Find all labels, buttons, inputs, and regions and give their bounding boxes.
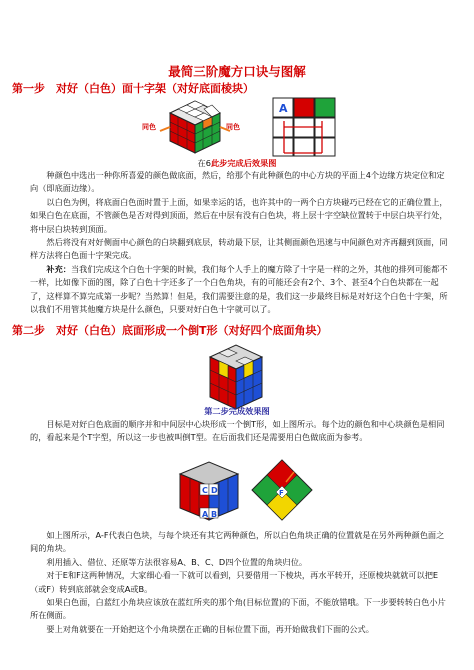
step2-heading: 第二步 对好（白色）底面形成一个倒T形（对好四个底面角块）	[12, 324, 328, 337]
step1-grid-diagram	[272, 97, 336, 157]
same-color-left-label: 同色	[142, 123, 156, 131]
step1-heading: 第一步 对好（白色）面十字架（对好底面棱块）	[12, 82, 254, 95]
step1-supplement: 补充：当我们完成这个白色十字架的时候，我们每个人手上的魔方除了十字是一样的之外，其他的排列可能都不一样，比如像下面的图，除了白色十字还多了一个白色角块，有的可能还会有2个、3个、甚至4个白色块都在一起了，这样算不算完成第一步呢？当然算！但是，我们需要注意的是，我们这一步最终目标是对好这个白色十字架，所以我们不用管其他魔方块是什么颜色，只要对好白色十字就可以了。	[30, 263, 448, 315]
step2-caption: 第二步完成效果图	[204, 406, 270, 416]
page-title: 最简三阶魔方口诀与图解	[168, 64, 306, 79]
step2-lower-paragraph: 如上图所示，A-F代表白色块，与每个块还有其它两种颜色，所以白色角块正确的位置就是在另外两种颜色面之间的角块。	[30, 530, 445, 554]
step2-lower-body	[30, 529, 452, 636]
step2-lower-paragraph: 利用插入、借位、还原等方法很容易A、B、C、D四个位置的角块归位。	[46, 556, 308, 567]
step2-lower-paragraph: 如果白色面，白蓝红小角块应该放在蓝红所夹的那个角(目标位置)的下面，不能放错哦。下一步要转转白色小片所在侧面。	[30, 597, 446, 621]
grid-letter-a: A	[279, 102, 288, 115]
step2-paragraph: 目标是对好白色底面的顺序并和中间层中心块形成一个倒T形，如上图所示。每个边的颜色和中心块颜色是相同的，看起来是个T字型，所以这一步也被叫倒T型。在后面我们还是需要用白色做底面为参考。	[30, 419, 445, 443]
step1-body	[30, 169, 452, 316]
letters-cube-left	[170, 458, 248, 524]
step2-lower-paragraph: 要上对角就要在一开始把这个小角块摆在正确的目标位置下面，再开始做我们下面的公式。	[46, 623, 374, 634]
letter-b: B	[211, 510, 218, 519]
step1-paragraph: 以白色为例，将底面白色面时置于上面，如果幸运的话，也许其中的一两个白方块碰巧已经在它的正确位置上，如果白色在底面，不管颜色是否对得到顶面，然后在中层有没有白色块，将上层十字空缺位置转于中层白块平行处，将中层白块转到顶面。	[30, 196, 448, 234]
letters-cube-right	[250, 458, 314, 524]
letter-d: D	[211, 486, 218, 495]
same-color-right-label: 同色	[226, 123, 240, 131]
step1-cube	[170, 101, 220, 153]
letter-a: A	[202, 510, 209, 519]
step2-body	[30, 418, 452, 445]
step1-caption: 在6此步完成后效果图	[197, 158, 277, 168]
step1-cube-figure	[140, 95, 250, 157]
letter-f: F	[279, 489, 284, 497]
step2-lower-paragraph: 对于E和F这两种情况，大家细心看一下就可以看到，只要借用一下棱块，再水平转开，还原棱块就就可以把E（或F）转到底部就会变成A或B。	[30, 570, 439, 594]
letter-c: C	[202, 486, 208, 495]
step1-paragraph: 然后将没有对好侧面中心颜色的白块翻到底层，转动最下层，让其侧面颜色迅速与中间颜色对齐再翻到顶面，同样方法将白色面十字架完成。	[30, 237, 448, 261]
step2-cube-figure	[204, 337, 268, 415]
step1-paragraph: 种颜色中选出一种你所喜爱的颜色做底面，然后，给那个有此种颜色的中心方块的平面上4个边缘方块定位和定向（即底面边缘）。	[30, 170, 445, 194]
arrow-left-icon	[160, 127, 170, 131]
